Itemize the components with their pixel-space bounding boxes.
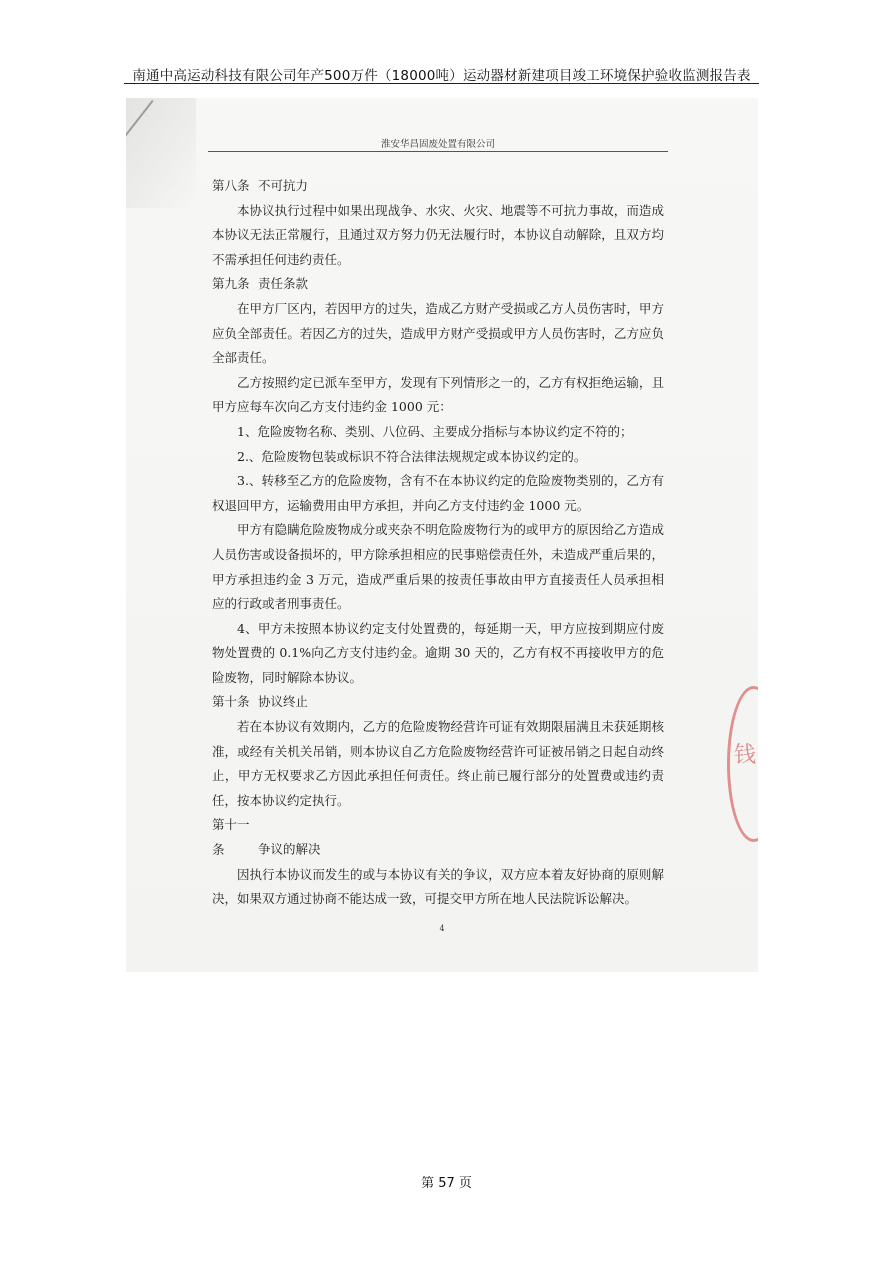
page-footer: 第 57 页 xyxy=(421,1176,472,1191)
header-divider xyxy=(124,83,759,84)
company-header-divider xyxy=(208,151,668,152)
article-8-paragraph: 本协议执行过程中如果出现战争、水灾、火灾、地震等不可抗力事故，而造成本协议无法正常履行，且通过双方努力仍无法履行时，本协议自动解除，且双方均不需承担任何违约责任。 xyxy=(212,202,664,267)
article-9-paragraph-3: 甲方有隐瞒危险废物成分或夹杂不明危险废物行为的或甲方的原因给乙方造成人员伤害或设备损坏的，甲方除承担相应的民事赔偿责任外，未造成严重后果的，甲方承担违约金 3 万元，造成严重后果的按责任事故由甲方直接责任人员承担相应的行政或者刑事责任。 xyxy=(212,522,664,612)
article-9-paragraph-1: 在甲方厂区内，若因甲方的过失，造成乙方财产受损或乙方人员伤害时，甲方应负全部责任。若因乙方的过失，造成甲方财产受损或甲方人员伤害时，乙方应负全部责任。 xyxy=(212,300,664,366)
article-9-paragraph-2: 乙方按照约定已派车至甲方，发现有下列情形之一的，乙方有权拒绝运输，且甲方应每车次向乙方支付违约金 1000 元： xyxy=(212,374,664,415)
scan-page-number: 4 xyxy=(439,924,445,933)
article-9-item-3: 3.、转移至乙方的危险废物，含有不在本协议约定的危险废物类别的，乙方有权退回甲方，运输费用由甲方承担，并向乙方支付违约金 1000 元。 xyxy=(212,473,664,513)
article-10-title: 第十条 协议终止 xyxy=(212,694,309,710)
article-9-title: 第九条 责任条款 xyxy=(212,276,309,292)
red-seal-stamp-text: 钱 xyxy=(733,743,756,768)
article-9-item-1: 1、危险废物名称、类别、八位码、主要成分指标与本协议约定不符的； xyxy=(237,423,633,439)
article-11-title: 第十一条 争议的解决 xyxy=(212,817,321,858)
article-11-paragraph: 因执行本协议而发生的或与本协议有关的争议，双方应本着友好协商的原则解决，如果双方通过协商不能达成一致，可提交甲方所在地人民法院诉讼解决。 xyxy=(212,866,664,907)
report-header: 南通中高运动科技有限公司年产500万件（18000吨）运动器材新建项目竣工环境保护验收监测报告表 xyxy=(132,68,751,84)
scan-fold-shadow xyxy=(126,98,196,208)
article-9-item-2: 2.、危险废物包装或标识不符合法律法规规定或本协议约定的。 xyxy=(237,448,587,464)
company-header: 淮安华昌固废处置有限公司 xyxy=(380,139,495,150)
article-8-title: 第八条 不可抗力 xyxy=(212,178,309,193)
article-9-item-4: 4、甲方未按照本协议约定支付处置费的，每延期一天，甲方应按到期应付废物处置费的 0.1%向乙方支付违约金。逾期 30 天的，乙方有权不再接收甲方的危险废物，同时解除本协议。 xyxy=(212,620,664,685)
article-10-paragraph: 若在本协议有效期内，乙方的危险废物经营许可证有效期限届满且未获延期核准，或经有关机关吊销，则本协议自乙方危险废物经营许可证被吊销之日起自动终止，甲方无权要求乙方因此承担任何责任。终止前已履行部分的处置费或违约责任，按本协议约定执行。 xyxy=(212,719,664,808)
scanned-document xyxy=(126,98,758,972)
contract-body xyxy=(212,174,664,912)
